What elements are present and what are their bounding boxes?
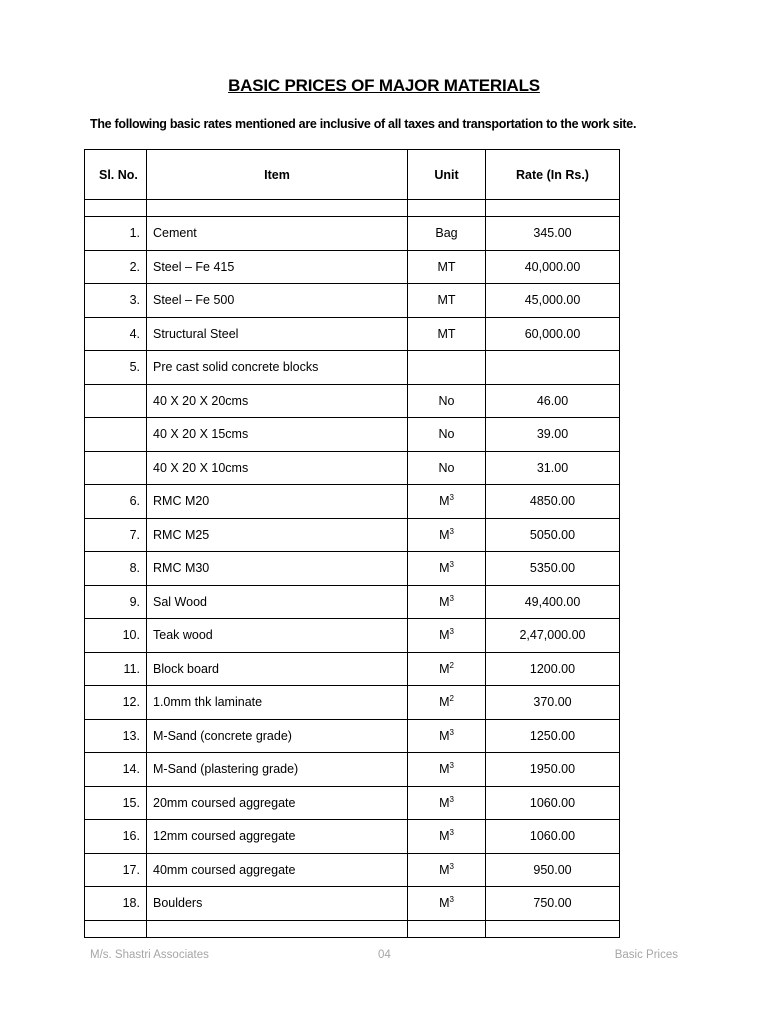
unit-text: MT: [437, 293, 456, 308]
unit-exponent: 3: [449, 828, 454, 838]
cell-rate: 39.00: [486, 418, 620, 452]
table-row: [85, 853, 620, 887]
unit-text: MT: [437, 259, 456, 274]
cell-rate: 40,000.00: [486, 250, 620, 284]
cell-sl-no: 3.: [85, 284, 147, 318]
unit-text: M: [439, 494, 450, 509]
unit-exponent: 3: [449, 794, 454, 804]
cell-item: RMC M30: [147, 552, 408, 586]
spacer-cell: [486, 200, 620, 217]
header-item: Item: [147, 150, 408, 200]
unit-exponent: 3: [449, 560, 454, 570]
cell-rate: 345.00: [486, 217, 620, 251]
table-row: [85, 652, 620, 686]
cell-item: Block board: [147, 652, 408, 686]
cell-item: Steel – Fe 415: [147, 250, 408, 284]
cell-sl-no: [85, 418, 147, 452]
cell-item: Structural Steel: [147, 317, 408, 351]
cell-sl-no: 17.: [85, 853, 147, 887]
table-row: [85, 518, 620, 552]
cell-sl-no: 1.: [85, 217, 147, 251]
spacer-cell: [85, 200, 147, 217]
cell-sl-no: 16.: [85, 820, 147, 854]
cell-sl-no: 6.: [85, 485, 147, 519]
cell-item: Pre cast solid concrete blocks: [147, 351, 408, 385]
footer-company: M/s. Shastri Associates: [90, 949, 209, 961]
table-row: [85, 686, 620, 720]
unit-text: M: [439, 896, 450, 911]
header-rate: Rate (In Rs.): [486, 150, 620, 200]
unit-text: Bag: [435, 226, 458, 241]
cell-sl-no: 11.: [85, 652, 147, 686]
unit-exponent: 3: [449, 593, 454, 603]
cell-rate: 46.00: [486, 384, 620, 418]
cell-rate: 49,400.00: [486, 585, 620, 619]
table-row: [85, 317, 620, 351]
cell-sl-no: 7.: [85, 518, 147, 552]
cell-unit: [408, 619, 486, 653]
cell-rate: 5050.00: [486, 518, 620, 552]
table-row: [85, 820, 620, 854]
cell-unit: [408, 887, 486, 921]
table-row: [85, 552, 620, 586]
cell-item: Cement: [147, 217, 408, 251]
cell-unit: [408, 786, 486, 820]
unit-text: M: [439, 728, 450, 743]
table-header-row: [85, 150, 620, 200]
unit-exponent: 3: [449, 526, 454, 536]
cell-rate: 1250.00: [486, 719, 620, 753]
table-row: [85, 887, 620, 921]
unit-text: No: [438, 427, 455, 442]
spacer-cell: [147, 920, 408, 937]
cell-rate: 2,47,000.00: [486, 619, 620, 653]
table-row: [85, 585, 620, 619]
spacer-cell: [486, 920, 620, 937]
unit-text: No: [438, 393, 455, 408]
spacer-row: [85, 920, 620, 937]
spacer-cell: [408, 920, 486, 937]
unit-text: M: [439, 762, 450, 777]
unit-exponent: 3: [449, 861, 454, 871]
table-row: [85, 619, 620, 653]
cell-sl-no: 10.: [85, 619, 147, 653]
cell-rate: 4850.00: [486, 485, 620, 519]
footer-page-number: 04: [378, 949, 391, 961]
table-row: [85, 384, 620, 418]
cell-sl-no: 2.: [85, 250, 147, 284]
cell-rate: 1950.00: [486, 753, 620, 787]
unit-text: M: [439, 628, 450, 643]
unit-exponent: 3: [449, 761, 454, 771]
spacer-cell: [147, 200, 408, 217]
cell-item: Boulders: [147, 887, 408, 921]
table-row: [85, 418, 620, 452]
cell-unit: [408, 820, 486, 854]
unit-text: M: [439, 594, 450, 609]
cell-unit: [408, 485, 486, 519]
table-row: [85, 451, 620, 485]
table-row: [85, 485, 620, 519]
cell-item: 20mm coursed aggregate: [147, 786, 408, 820]
cell-item: M-Sand (concrete grade): [147, 719, 408, 753]
cell-unit: [408, 518, 486, 552]
cell-item: Teak wood: [147, 619, 408, 653]
cell-item: RMC M20: [147, 485, 408, 519]
cell-rate: 1060.00: [486, 786, 620, 820]
cell-item: 1.0mm thk laminate: [147, 686, 408, 720]
unit-text: M: [439, 527, 450, 542]
table-row: [85, 250, 620, 284]
cell-sl-no: [85, 384, 147, 418]
cell-unit: [408, 217, 486, 251]
cell-rate: 1200.00: [486, 652, 620, 686]
footer-section: Basic Prices: [614, 949, 678, 961]
unit-text: M: [439, 862, 450, 877]
table-row: [85, 719, 620, 753]
cell-unit: [408, 686, 486, 720]
cell-unit: [408, 384, 486, 418]
cell-rate: 1060.00: [486, 820, 620, 854]
cell-item: 40 X 20 X 20cms: [147, 384, 408, 418]
cell-item: 40 X 20 X 15cms: [147, 418, 408, 452]
cell-item: Steel – Fe 500: [147, 284, 408, 318]
unit-exponent: 2: [449, 694, 454, 704]
unit-exponent: 3: [449, 627, 454, 637]
cell-sl-no: 9.: [85, 585, 147, 619]
cell-rate: 31.00: [486, 451, 620, 485]
cell-sl-no: [85, 451, 147, 485]
cell-item: RMC M25: [147, 518, 408, 552]
cell-item: Sal Wood: [147, 585, 408, 619]
spacer-cell: [408, 200, 486, 217]
cell-unit: [408, 585, 486, 619]
cell-item: 12mm coursed aggregate: [147, 820, 408, 854]
cell-item: M-Sand (plastering grade): [147, 753, 408, 787]
cell-unit: [408, 250, 486, 284]
intro-text: The following basic rates mentioned are inclusive of all taxes and transportation to the work site.: [90, 117, 637, 131]
cell-rate: [486, 351, 620, 385]
cell-rate: 5350.00: [486, 552, 620, 586]
unit-text: M: [439, 829, 450, 844]
cell-sl-no: 5.: [85, 351, 147, 385]
header-sl-no: Sl. No.: [85, 150, 147, 200]
cell-unit: [408, 451, 486, 485]
cell-unit: [408, 317, 486, 351]
prices-table: [84, 149, 620, 938]
table-row: [85, 284, 620, 318]
spacer-row: [85, 200, 620, 217]
cell-sl-no: 12.: [85, 686, 147, 720]
table-row: [85, 351, 620, 385]
cell-sl-no: 18.: [85, 887, 147, 921]
cell-sl-no: 4.: [85, 317, 147, 351]
cell-rate: 45,000.00: [486, 284, 620, 318]
cell-unit: [408, 853, 486, 887]
unit-exponent: 3: [449, 727, 454, 737]
cell-unit: [408, 652, 486, 686]
unit-text: MT: [437, 326, 456, 341]
cell-sl-no: 15.: [85, 786, 147, 820]
unit-exponent: 3: [449, 895, 454, 905]
cell-unit: [408, 719, 486, 753]
unit-text: No: [438, 460, 455, 475]
table-row: [85, 753, 620, 787]
unit-text: M: [439, 795, 450, 810]
header-unit: Unit: [408, 150, 486, 200]
table-row: [85, 217, 620, 251]
cell-item: 40 X 20 X 10cms: [147, 451, 408, 485]
cell-unit: [408, 351, 486, 385]
cell-unit: [408, 552, 486, 586]
cell-rate: 370.00: [486, 686, 620, 720]
cell-sl-no: 14.: [85, 753, 147, 787]
cell-rate: 750.00: [486, 887, 620, 921]
cell-unit: [408, 753, 486, 787]
unit-text: M: [439, 695, 450, 710]
unit-exponent: 2: [449, 660, 454, 670]
spacer-cell: [85, 920, 147, 937]
table-row: [85, 786, 620, 820]
cell-sl-no: 13.: [85, 719, 147, 753]
unit-text: M: [439, 661, 450, 676]
cell-unit: [408, 418, 486, 452]
unit-exponent: 3: [449, 493, 454, 503]
cell-unit: [408, 284, 486, 318]
cell-rate: 950.00: [486, 853, 620, 887]
cell-item: 40mm coursed aggregate: [147, 853, 408, 887]
cell-sl-no: 8.: [85, 552, 147, 586]
unit-text: M: [439, 561, 450, 576]
page-title: BASIC PRICES OF MAJOR MATERIALS: [228, 76, 540, 95]
cell-rate: 60,000.00: [486, 317, 620, 351]
